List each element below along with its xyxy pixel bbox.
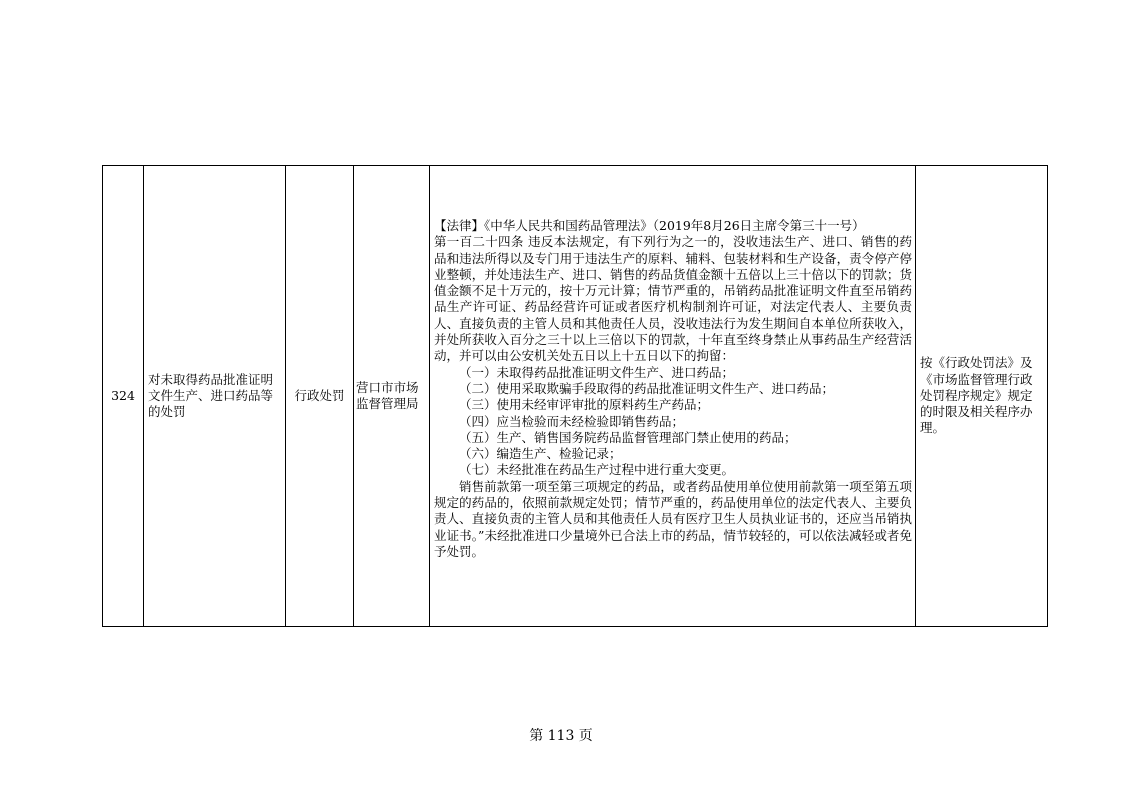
legal-basis bbox=[430, 166, 916, 627]
basis-closing: 销售前款第一项至第三项规定的药品，或者药品使用单位使用前款第一项至第五项规定的药品的，依照前款规定处罚；情节严重的，药品使用单位的法定代表人、主要负责人、直接负责的主管人员和其他责任人员有医疗卫生人员执业证书的，还应当吊销执业证书。”未经批准进口少量境外已合法上市的药品，情节较轻的，可以依法减轻或者免予处罚。 bbox=[434, 478, 912, 559]
item-type: 行政处罚 bbox=[286, 166, 354, 627]
enforcement-agency: 营口市市场监督管理局 bbox=[354, 166, 430, 627]
basis-item: （五）生产、销售国务院药品监督管理部门禁止使用的药品； bbox=[459, 429, 797, 445]
penalty-table bbox=[102, 165, 1048, 627]
basis-item: （一）未取得药品批准证明文件生产、进口药品； bbox=[459, 364, 735, 380]
page-number: 第 113 页 bbox=[529, 728, 593, 744]
basis-item: （二）使用采取欺骗手段取得的药品批准证明文件生产、进口药品； bbox=[459, 380, 835, 396]
row-number: 324 bbox=[103, 166, 144, 627]
basis-title: 【法律】《中华人民共和国药品管理法》（2019年8月26日主席令第三十一号） bbox=[434, 218, 865, 233]
basis-item: （三）使用未经审评审批的原料药生产药品； bbox=[459, 397, 710, 413]
basis-item: （七）未经批准在药品生产过程中进行重大变更。 bbox=[459, 462, 735, 478]
basis-item: （四）应当检验而未经检验即销售药品； bbox=[459, 413, 685, 429]
basis-article: 第一百二十四条 违反本法规定，有下列行为之一的，没收违法生产、进口、销售的药品和违法所得以及专门用于违法生产的原料、辅料、包装材料和生产设备，责令停产停业整顿，并处违法生产、进口、销售的药品货值金额十五倍以上三十倍以下的罚款；货值金额不足十万元的，按十万元计算；情节严重的，吊销药品批准证明文件直至吊销药品生产许可证、药品经营许可证或者医疗机构制剂许可证，对法定代表人、主要负责人、直接负责的主管人员和其他责任人员，没收违法行为发生期间自本单位所获收入，并处所获收入百分之三十以上三倍以下的罚款，十年直至终身禁止从事药品生产经营活动，并可以由公安机关处五日以上十五日以下的拘留： bbox=[434, 234, 912, 364]
legal-basis-content bbox=[434, 166, 912, 560]
procedure-note: 按《行政处罚法》及《市场监督管理行政处罚程序规定》规定的时限及相关程序办理。 bbox=[916, 166, 1048, 627]
item-name: 对未取得药品批准证明文件生产、进口药品等的处罚 bbox=[144, 166, 286, 627]
table-row bbox=[103, 166, 1048, 627]
basis-item: （六）编造生产、检验记录； bbox=[459, 446, 622, 462]
